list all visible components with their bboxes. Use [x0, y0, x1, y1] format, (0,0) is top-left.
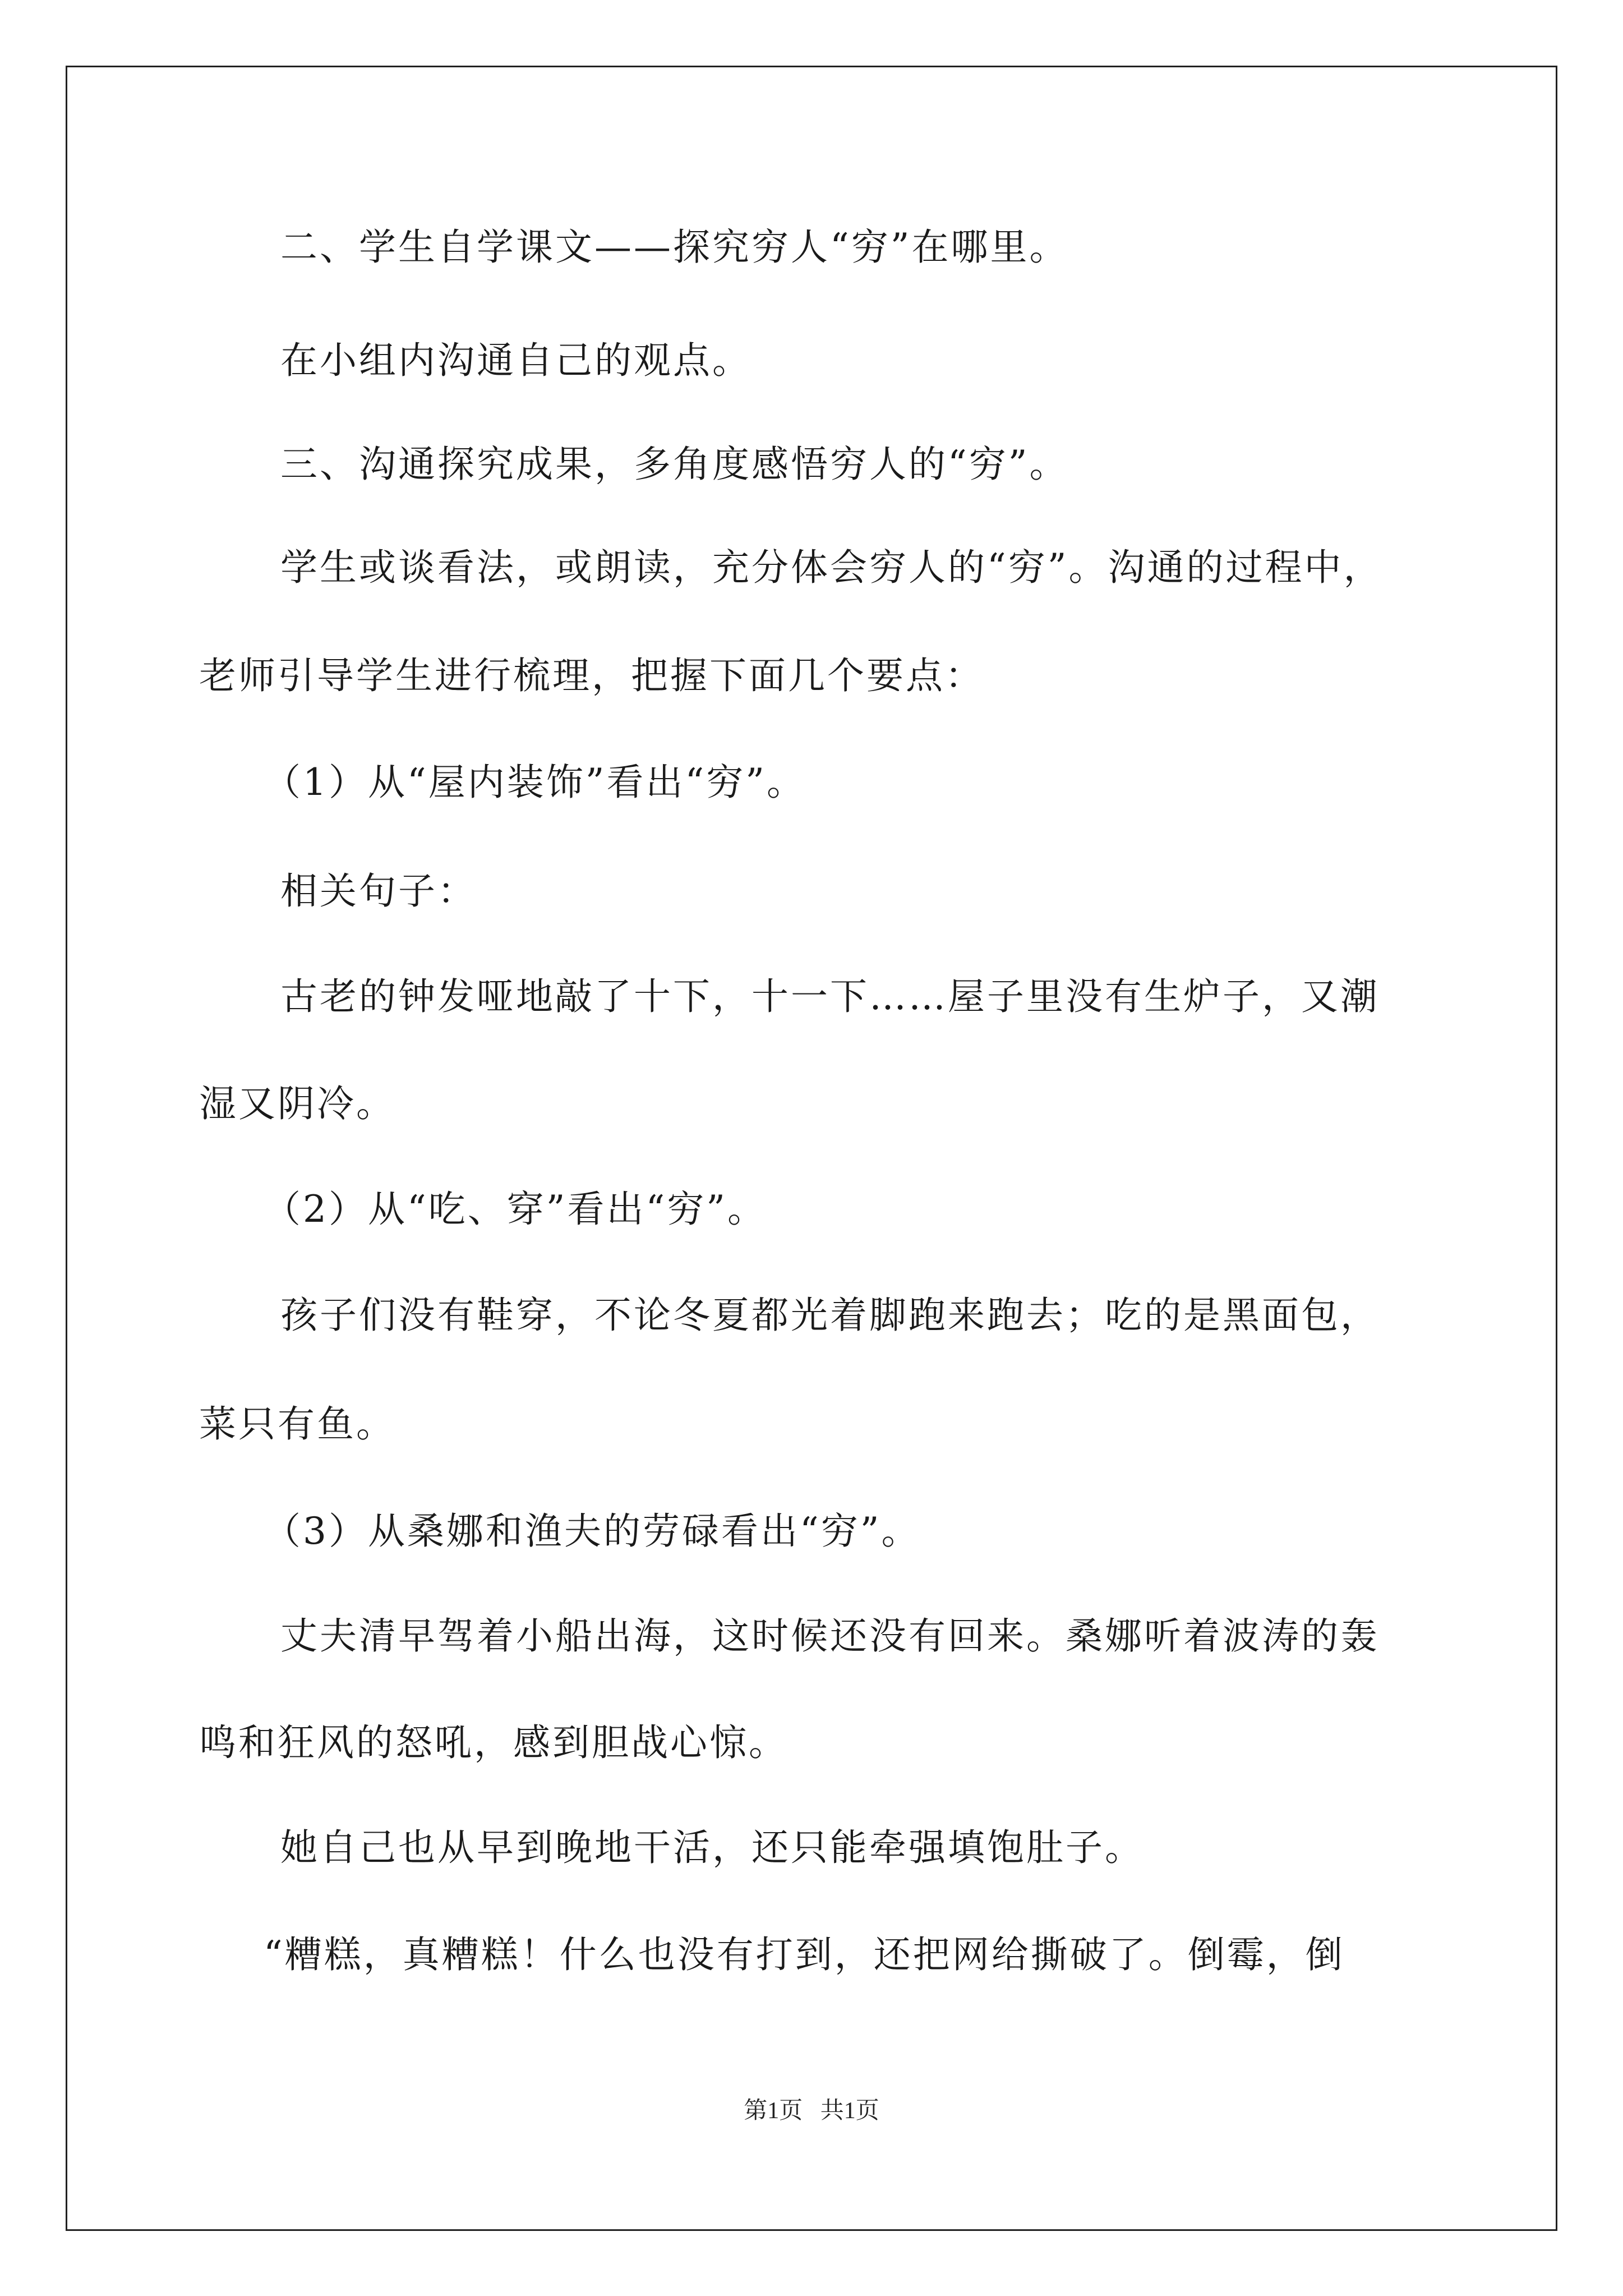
text-line: 二、学生自学课文——探究穷人“穷”在哪里。 [280, 226, 1069, 269]
text-line: 鸣和狂风的怒吼，感到胆战心惊。 [199, 1721, 788, 1764]
text-line: （3）从桑娜和渔夫的劳碌看出“穷”。 [264, 1510, 921, 1553]
text-line: 三、沟通探究成果，多角度感悟穷人的“穷”。 [280, 443, 1069, 486]
text-line: 古老的钟发哑地敲了十下，十一下……屋子里没有生炉子，又潮 [280, 975, 1380, 1018]
text-line: 湿又阴冷。 [199, 1082, 395, 1125]
text-line: 丈夫清早驾着小船出海，这时候还没有回来。桑娜听着波涛的轰 [280, 1614, 1380, 1658]
text-line: （1）从“屋内装饰”看出“穷”。 [264, 761, 806, 804]
text-line: 菜只有鱼。 [199, 1402, 395, 1446]
text-line: 孩子们没有鞋穿，不论冬夏都光着脚跑来跑去；吃的是黑面包， [280, 1294, 1380, 1337]
page-footer: 第1页 共1页 [744, 2098, 879, 2124]
text-line: 学生或谈看法，或朗读，充分体会穷人的“穷”。沟通的过程中， [280, 546, 1383, 589]
text-line: 在小组内沟通自己的观点。 [280, 339, 751, 382]
text-line: “糟糕，真糟糕！什么也没有打到，还把网给撕破了。倒霉，倒 [264, 1933, 1345, 1976]
text-line: 她自己也从早到晚地干活，还只能牵强填饱肚子。 [280, 1826, 1144, 1869]
text-line: 相关句子： [280, 869, 477, 913]
text-line: 老师引导学生进行梳理，把握下面几个要点： [199, 654, 984, 697]
page-frame [66, 66, 1557, 2231]
text-line: （2）从“吃、穿”看出“穷”。 [264, 1188, 767, 1231]
